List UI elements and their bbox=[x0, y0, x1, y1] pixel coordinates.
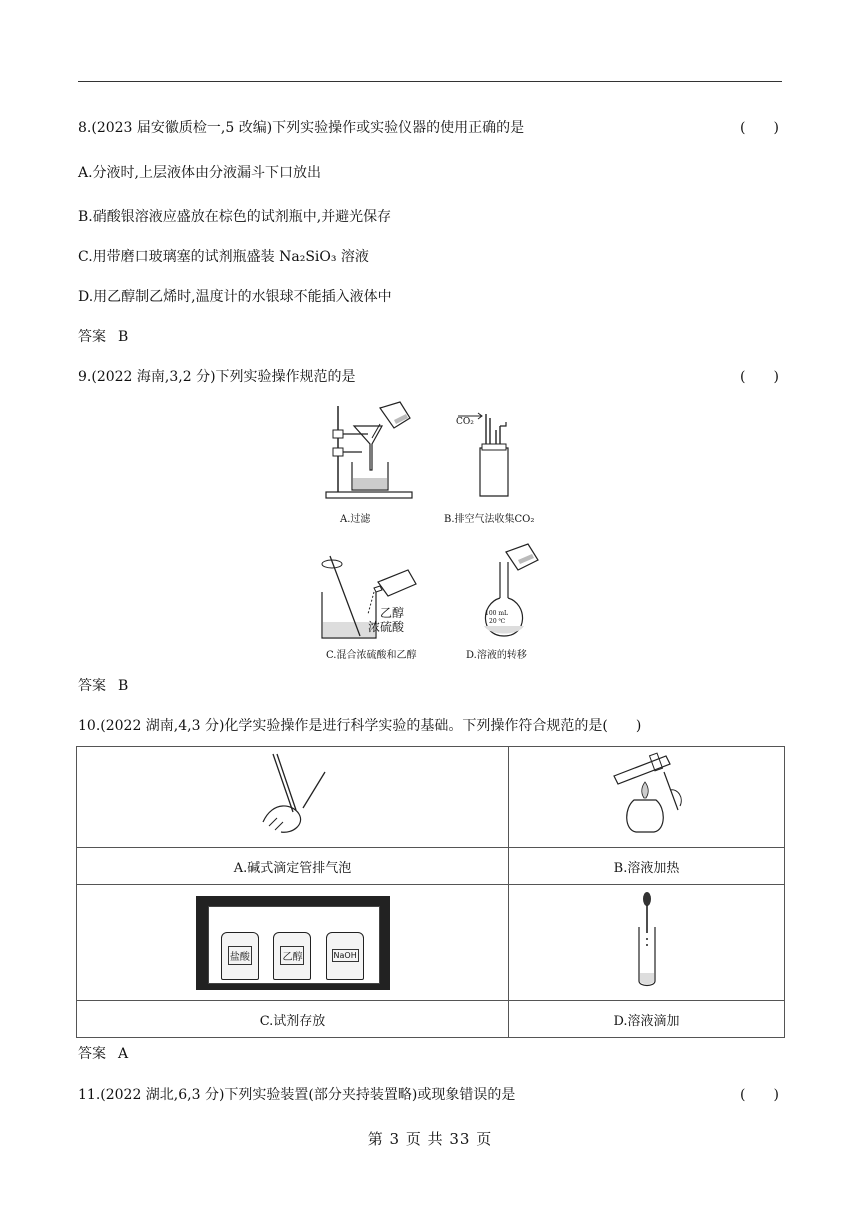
page-footer: 第 3 页 共 33 页 bbox=[367, 1130, 493, 1148]
q10-answer bbox=[78, 1044, 128, 1064]
q9-caption-c: C.混合浓硫酸和乙醇 bbox=[326, 650, 417, 661]
header-rule bbox=[78, 81, 782, 82]
q10-answer-label: 答案 bbox=[78, 1046, 106, 1062]
ethanol-label: 乙醇 bbox=[380, 606, 405, 620]
q8-answer bbox=[78, 327, 128, 347]
bottle-ethanol bbox=[273, 932, 311, 980]
q10-image-cell-b bbox=[509, 747, 785, 848]
bottle-hcl bbox=[221, 932, 259, 980]
transfer-figure bbox=[470, 542, 550, 642]
q10-image-cell-d bbox=[509, 885, 785, 1001]
q9-answer-value: B bbox=[118, 678, 129, 694]
q10-image-cell-c bbox=[77, 885, 509, 1001]
q8-answer-label: 答案 bbox=[78, 329, 106, 345]
q9-caption-b: B.排空气法收集CO₂ bbox=[444, 514, 535, 525]
bottle-label: 乙醇 bbox=[280, 946, 304, 965]
q10-option-d: D.溶液滴加 bbox=[509, 1001, 785, 1038]
q8-option-c: C.用带磨口玻璃塞的试剂瓶盛装 Na₂SiO₃ 溶液 bbox=[78, 249, 369, 265]
flask-temp-label: 20 ℃ bbox=[489, 618, 506, 625]
q9-stem: 9.(2022 海南,3,2 分)下列实验操作规范的是 bbox=[78, 369, 356, 385]
dropper-figure bbox=[627, 891, 667, 991]
q11-answer-paren: ( ) bbox=[740, 1087, 779, 1103]
reagent-cabinet bbox=[196, 896, 390, 990]
q11-stem: 11.(2022 湖北,6,3 分)下列实验装置(部分夹持装置略)或现象错误的是 bbox=[78, 1087, 516, 1103]
q9-answer-paren: ( ) bbox=[740, 369, 779, 385]
q8-option-d: D.用乙醇制乙烯时,温度计的水银球不能插入液体中 bbox=[78, 289, 392, 305]
q9-answer bbox=[78, 676, 128, 696]
q9-caption-a: A.过滤 bbox=[340, 514, 371, 525]
q10-options-table bbox=[76, 746, 785, 1038]
heating-figure bbox=[604, 752, 690, 838]
q10-answer-value: A bbox=[118, 1046, 129, 1062]
q8-option-a: A.分液时,上层液体由分液漏斗下口放出 bbox=[78, 165, 322, 181]
q8-answer-value: B bbox=[118, 329, 129, 345]
burette-figure bbox=[253, 752, 333, 838]
q8-stem: 8.(2023 届安徽质检一,5 改编)下列实验操作或实验仪器的使用正确的是 bbox=[78, 120, 525, 136]
q9-caption-d: D.溶液的转移 bbox=[466, 650, 527, 661]
sulfuric-acid-label: 浓硫酸 bbox=[368, 620, 405, 634]
bottle-naoh bbox=[326, 932, 364, 980]
q10-option-c: C.试剂存放 bbox=[77, 1001, 509, 1038]
q10-option-a: A.碱式滴定管排气泡 bbox=[77, 848, 509, 885]
q10-option-b: B.溶液加热 bbox=[509, 848, 785, 885]
co2-label: CO₂ bbox=[456, 417, 474, 427]
q10-stem: 10.(2022 湖南,4,3 分)化学实验操作是进行科学实验的基础。下列操作符合规范的是( ) bbox=[78, 718, 642, 734]
flask-volume-label: 100 mL bbox=[485, 610, 509, 617]
bottle-label: NaOH bbox=[333, 951, 357, 960]
q8-answer-paren: ( ) bbox=[740, 120, 779, 136]
bottle-label: 盐酸 bbox=[228, 946, 252, 965]
filtration-figure bbox=[318, 400, 428, 502]
q8-option-b: B.硝酸银溶液应盛放在棕色的试剂瓶中,并避光保存 bbox=[78, 209, 392, 225]
q9-answer-label: 答案 bbox=[78, 678, 106, 694]
q10-image-cell-a bbox=[77, 747, 509, 848]
